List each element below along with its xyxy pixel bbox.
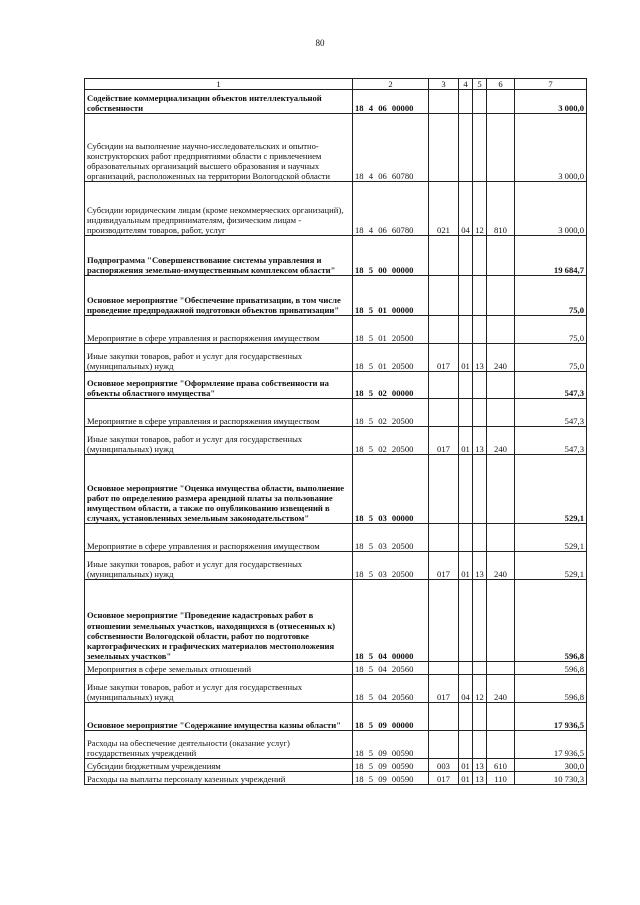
row-subsection-cell bbox=[473, 372, 487, 399]
table-row bbox=[85, 344, 587, 372]
row-section-cell bbox=[459, 580, 473, 662]
row-expense-type-cell bbox=[487, 399, 515, 427]
row-subsection-cell bbox=[473, 316, 487, 344]
row-section-cell: 01 bbox=[459, 759, 473, 772]
table-row bbox=[85, 182, 587, 236]
row-code-cell: 18 5 01 20500 bbox=[353, 316, 429, 344]
row-expense-type-cell bbox=[487, 316, 515, 344]
row-amount-cell: 547,3 bbox=[515, 427, 587, 455]
row-amount-cell: 547,3 bbox=[515, 372, 587, 399]
row-code-cell: 18 4 06 60780 bbox=[353, 114, 429, 182]
row-admin-code-cell bbox=[429, 114, 459, 182]
column-number: 1 bbox=[85, 79, 353, 90]
row-subsection-cell: 13 bbox=[473, 344, 487, 372]
row-section-cell bbox=[459, 662, 473, 675]
row-subsection-cell bbox=[473, 276, 487, 316]
row-code-cell: 18 5 01 00000 bbox=[353, 276, 429, 316]
row-section-cell: 01 bbox=[459, 344, 473, 372]
row-admin-code-cell bbox=[429, 372, 459, 399]
row-expense-type-cell: 240 bbox=[487, 552, 515, 580]
row-name-cell: Основное мероприятие "Обеспечение приватизации, в том числе проведение предпродажной подготовки объектов приватизации" bbox=[85, 276, 353, 316]
row-subsection-cell bbox=[473, 580, 487, 662]
row-admin-code-cell bbox=[429, 580, 459, 662]
row-code-cell: 18 5 03 20500 bbox=[353, 524, 429, 552]
budget-table bbox=[84, 78, 587, 785]
row-name-cell: Субсидии на выполнение научно-исследовательских и опытно-конструкторских работ предприятиями области с привлечением образовательных организаций высшего образования и научных организаций, расположенных на территории Вологодской области bbox=[85, 114, 353, 182]
row-expense-type-cell: 810 bbox=[487, 182, 515, 236]
row-name-cell: Основное мероприятие "Содержание имущества казны области" bbox=[85, 703, 353, 731]
row-subsection-cell: 13 bbox=[473, 772, 487, 785]
row-code-cell: 18 5 03 00000 bbox=[353, 455, 429, 524]
row-section-cell: 01 bbox=[459, 552, 473, 580]
row-section-cell: 01 bbox=[459, 772, 473, 785]
row-amount-cell: 17 936,5 bbox=[515, 731, 587, 759]
column-number: 4 bbox=[459, 79, 473, 90]
row-expense-type-cell: 110 bbox=[487, 772, 515, 785]
row-expense-type-cell bbox=[487, 524, 515, 552]
row-code-cell: 18 5 02 00000 bbox=[353, 372, 429, 399]
table-row bbox=[85, 372, 587, 399]
column-number: 6 bbox=[487, 79, 515, 90]
row-amount-cell: 10 730,3 bbox=[515, 772, 587, 785]
row-subsection-cell bbox=[473, 90, 487, 114]
row-admin-code-cell bbox=[429, 662, 459, 675]
row-code-cell: 18 5 09 00590 bbox=[353, 772, 429, 785]
row-expense-type-cell bbox=[487, 90, 515, 114]
row-name-cell: Мероприятие в сфере управления и распоряжения имуществом bbox=[85, 524, 353, 552]
row-expense-type-cell bbox=[487, 580, 515, 662]
row-expense-type-cell bbox=[487, 731, 515, 759]
row-admin-code-cell bbox=[429, 524, 459, 552]
row-admin-code-cell: 017 bbox=[429, 675, 459, 703]
row-name-cell: Подпрограмма "Совершенствование системы управления и распоряжения земельно-имущественным комплексом области" bbox=[85, 236, 353, 276]
row-subsection-cell bbox=[473, 731, 487, 759]
row-name-cell: Субсидии юридическим лицам (кроме некоммерческих организаций), индивидуальным предпринимателям, физическим лицам - производителям товаров, работ, услуг bbox=[85, 182, 353, 236]
row-section-cell: 01 bbox=[459, 427, 473, 455]
row-amount-cell: 547,3 bbox=[515, 399, 587, 427]
row-amount-cell: 529,1 bbox=[515, 552, 587, 580]
row-expense-type-cell bbox=[487, 662, 515, 675]
row-admin-code-cell: 017 bbox=[429, 552, 459, 580]
row-amount-cell: 3 000,0 bbox=[515, 114, 587, 182]
row-name-cell: Расходы на выплаты персоналу казенных учреждений bbox=[85, 772, 353, 785]
table-row bbox=[85, 772, 587, 785]
row-admin-code-cell bbox=[429, 703, 459, 731]
row-code-cell: 18 4 06 60780 bbox=[353, 182, 429, 236]
row-admin-code-cell bbox=[429, 276, 459, 316]
row-amount-cell: 75,0 bbox=[515, 316, 587, 344]
row-admin-code-cell: 021 bbox=[429, 182, 459, 236]
page-number: 80 bbox=[315, 38, 325, 48]
row-amount-cell: 596,8 bbox=[515, 662, 587, 675]
row-subsection-cell: 13 bbox=[473, 552, 487, 580]
row-amount-cell: 19 684,7 bbox=[515, 236, 587, 276]
row-subsection-cell: 12 bbox=[473, 182, 487, 236]
row-amount-cell: 75,0 bbox=[515, 344, 587, 372]
row-section-cell bbox=[459, 372, 473, 399]
row-expense-type-cell: 610 bbox=[487, 759, 515, 772]
row-amount-cell: 596,8 bbox=[515, 675, 587, 703]
row-amount-cell: 529,1 bbox=[515, 455, 587, 524]
row-code-cell: 18 5 04 20560 bbox=[353, 675, 429, 703]
row-name-cell: Субсидии бюджетным учреждениям bbox=[85, 759, 353, 772]
row-amount-cell: 300,0 bbox=[515, 759, 587, 772]
row-code-cell: 18 5 00 00000 bbox=[353, 236, 429, 276]
table-row bbox=[85, 703, 587, 731]
row-expense-type-cell bbox=[487, 114, 515, 182]
row-amount-cell: 529,1 bbox=[515, 524, 587, 552]
row-name-cell: Иные закупки товаров, работ и услуг для государственных (муниципальных) нужд bbox=[85, 427, 353, 455]
row-admin-code-cell: 017 bbox=[429, 772, 459, 785]
column-number-row bbox=[85, 79, 587, 90]
row-expense-type-cell bbox=[487, 372, 515, 399]
row-code-cell: 18 4 06 00000 bbox=[353, 90, 429, 114]
row-admin-code-cell bbox=[429, 90, 459, 114]
row-subsection-cell bbox=[473, 114, 487, 182]
table-row bbox=[85, 662, 587, 675]
row-section-cell bbox=[459, 236, 473, 276]
table-row bbox=[85, 731, 587, 759]
row-amount-cell: 596,8 bbox=[515, 580, 587, 662]
row-subsection-cell bbox=[473, 455, 487, 524]
row-subsection-cell bbox=[473, 524, 487, 552]
row-admin-code-cell bbox=[429, 731, 459, 759]
row-code-cell: 18 5 04 20560 bbox=[353, 662, 429, 675]
row-code-cell: 18 5 09 00000 bbox=[353, 703, 429, 731]
row-name-cell: Иные закупки товаров, работ и услуг для государственных (муниципальных) нужд bbox=[85, 344, 353, 372]
row-admin-code-cell bbox=[429, 455, 459, 524]
row-code-cell: 18 5 02 20500 bbox=[353, 399, 429, 427]
row-section-cell bbox=[459, 524, 473, 552]
row-code-cell: 18 5 04 00000 bbox=[353, 580, 429, 662]
row-name-cell: Расходы на обеспечение деятельности (оказание услуг) государственных учреждений bbox=[85, 731, 353, 759]
column-number: 5 bbox=[473, 79, 487, 90]
row-section-cell bbox=[459, 731, 473, 759]
table-row bbox=[85, 759, 587, 772]
row-expense-type-cell: 240 bbox=[487, 675, 515, 703]
row-subsection-cell: 13 bbox=[473, 759, 487, 772]
row-section-cell bbox=[459, 455, 473, 524]
column-number: 7 bbox=[515, 79, 587, 90]
row-expense-type-cell: 240 bbox=[487, 427, 515, 455]
row-name-cell: Мероприятие в сфере управления и распоряжения имуществом bbox=[85, 316, 353, 344]
row-section-cell: 04 bbox=[459, 182, 473, 236]
row-expense-type-cell bbox=[487, 703, 515, 731]
row-section-cell bbox=[459, 276, 473, 316]
table-row bbox=[85, 427, 587, 455]
table-row bbox=[85, 236, 587, 276]
table-row bbox=[85, 580, 587, 662]
column-number: 2 bbox=[353, 79, 429, 90]
row-code-cell: 18 5 01 20500 bbox=[353, 344, 429, 372]
row-section-cell bbox=[459, 114, 473, 182]
row-admin-code-cell bbox=[429, 236, 459, 276]
row-section-cell: 04 bbox=[459, 675, 473, 703]
row-admin-code-cell bbox=[429, 399, 459, 427]
row-amount-cell: 17 936,5 bbox=[515, 703, 587, 731]
row-subsection-cell: 12 bbox=[473, 675, 487, 703]
row-section-cell bbox=[459, 316, 473, 344]
table-row bbox=[85, 524, 587, 552]
table-row bbox=[85, 90, 587, 114]
row-name-cell: Содействие коммерциализации объектов интеллектуальной собственности bbox=[85, 90, 353, 114]
table-row bbox=[85, 552, 587, 580]
row-name-cell: Мероприятия в сфере земельных отношений bbox=[85, 662, 353, 675]
row-subsection-cell bbox=[473, 399, 487, 427]
row-admin-code-cell: 003 bbox=[429, 759, 459, 772]
row-expense-type-cell bbox=[487, 455, 515, 524]
row-section-cell bbox=[459, 90, 473, 114]
row-subsection-cell bbox=[473, 236, 487, 276]
row-admin-code-cell: 017 bbox=[429, 427, 459, 455]
row-subsection-cell: 13 bbox=[473, 427, 487, 455]
table-row bbox=[85, 276, 587, 316]
row-admin-code-cell bbox=[429, 316, 459, 344]
row-code-cell: 18 5 09 00590 bbox=[353, 731, 429, 759]
row-code-cell: 18 5 09 00590 bbox=[353, 759, 429, 772]
row-name-cell: Основное мероприятие "Оформление права собственности на объекты областного имущества" bbox=[85, 372, 353, 399]
row-subsection-cell bbox=[473, 662, 487, 675]
row-amount-cell: 3 000,0 bbox=[515, 182, 587, 236]
table-row bbox=[85, 675, 587, 703]
row-code-cell: 18 5 02 20500 bbox=[353, 427, 429, 455]
row-name-cell: Мероприятие в сфере управления и распоряжения имуществом bbox=[85, 399, 353, 427]
row-amount-cell: 75,0 bbox=[515, 276, 587, 316]
row-name-cell: Иные закупки товаров, работ и услуг для государственных (муниципальных) нужд bbox=[85, 552, 353, 580]
row-expense-type-cell bbox=[487, 276, 515, 316]
row-section-cell bbox=[459, 703, 473, 731]
row-expense-type-cell: 240 bbox=[487, 344, 515, 372]
row-name-cell: Основное мероприятие "Оценка имущества области, выполнение работ по определению размера арендной платы за пользование имуществом области, а также по опубликованию извещений в случаях, установленных земельным законодательством" bbox=[85, 455, 353, 524]
column-number: 3 bbox=[429, 79, 459, 90]
row-name-cell: Иные закупки товаров, работ и услуг для государственных (муниципальных) нужд bbox=[85, 675, 353, 703]
row-expense-type-cell bbox=[487, 236, 515, 276]
row-section-cell bbox=[459, 399, 473, 427]
row-subsection-cell bbox=[473, 703, 487, 731]
table-row bbox=[85, 399, 587, 427]
row-amount-cell: 3 000,0 bbox=[515, 90, 587, 114]
table-row bbox=[85, 316, 587, 344]
row-name-cell: Основное мероприятие "Проведение кадастровых работ в отношении земельных участков, находящихся в (отнесенных к) собственности Вологодской области, работ по подготовке картографических и графических материалов местоположения земельных участков" bbox=[85, 580, 353, 662]
row-admin-code-cell: 017 bbox=[429, 344, 459, 372]
table-row bbox=[85, 114, 587, 182]
table-row bbox=[85, 455, 587, 524]
row-code-cell: 18 5 03 20500 bbox=[353, 552, 429, 580]
